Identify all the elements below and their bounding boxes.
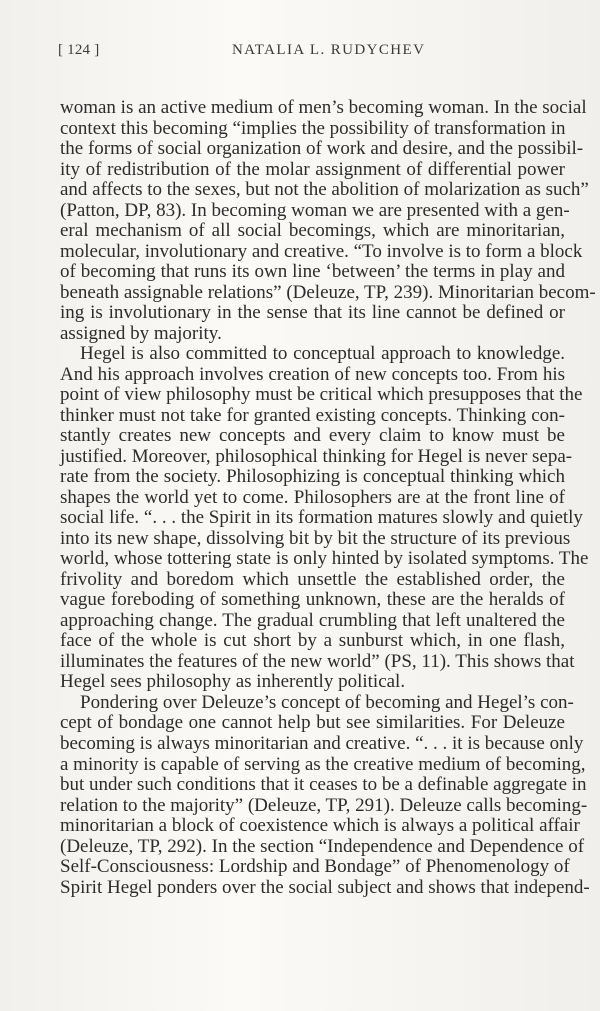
text-line: thinker must not take for granted existing concepts. Thinking con- bbox=[60, 404, 565, 426]
text-line: and affects to the sexes, but not the abolition of molarization as such” bbox=[60, 179, 589, 201]
text-line: cept of bondage one cannot help but see similarities. For Deleuze bbox=[60, 712, 565, 734]
text-line: And his approach involves creation of new concepts too. From his bbox=[60, 363, 565, 385]
page-header bbox=[0, 42, 600, 66]
text-line: vague foreboding of something unknown, these are the heralds of bbox=[60, 589, 565, 611]
text-line: context this becoming “implies the possibility of transformation in bbox=[60, 117, 566, 139]
text-line: eral mechanism of all social becomings, which are minoritarian, bbox=[60, 220, 565, 242]
text-line: becoming is always minoritarian and creative. “. . . it is because only bbox=[60, 732, 584, 754]
text-line: the forms of social organization of work and desire, and the possibil- bbox=[60, 138, 584, 160]
text-line: rate from the society. Philosophizing is conceptual thinking which bbox=[60, 466, 565, 488]
text-line: molecular, involutionary and creative. “To involve is to form a block bbox=[60, 240, 583, 262]
text-line: beneath assignable relations” (Deleuze, TP, 239). Minoritarian becom- bbox=[60, 281, 596, 303]
text-line: Spirit Hegel ponders over the social subject and shows that independ- bbox=[60, 876, 590, 898]
text-line: relation to the majority” (Deleuze, TP, 291). Deleuze calls becoming- bbox=[60, 794, 588, 816]
text-line: (Deleuze, TP, 292). In the section “Independence and Dependence of bbox=[60, 835, 585, 857]
running-head-author: NATALIA L. RUDYCHEV bbox=[232, 42, 426, 58]
text-line: woman is an active medium of men’s becoming woman. In the social bbox=[60, 97, 587, 118]
text-line: but under such conditions that it ceases to be a definable aggregate in bbox=[60, 774, 587, 796]
text-line: a minority is capable of serving as the creative medium of becoming, bbox=[60, 753, 586, 775]
text-line: stantly creates new concepts and every claim to know must be bbox=[60, 425, 565, 447]
text-line: Pondering over Deleuze’s concept of becoming and Hegel’s con- bbox=[80, 691, 574, 713]
text-line: of becoming that runs its own line ‘between’ the terms in play and bbox=[60, 261, 565, 283]
text-line: shapes the world yet to come. Philosophers are at the front line of bbox=[60, 486, 565, 508]
text-line: point of view philosophy must be critical which presupposes that the bbox=[60, 384, 583, 406]
text-line: (Patton, DP, 83). In becoming woman we are presented with a gen- bbox=[60, 199, 570, 221]
text-line: approaching change. The gradual crumbling that left unaltered the bbox=[60, 609, 565, 631]
text-line: Self-Consciousness: Lordship and Bondage” of Phenomenology of bbox=[60, 856, 570, 878]
text-line: Hegel sees philosophy as inherently political. bbox=[60, 671, 406, 693]
text-line: minoritarian a block of coexistence which is always a political affair bbox=[60, 815, 580, 837]
text-line: justified. Moreover, philosophical thinking for Hegel is never sepa- bbox=[60, 445, 573, 467]
body-text bbox=[60, 97, 596, 898]
page-number: [ 124 ] bbox=[58, 42, 100, 58]
text-line: face of the whole is cut short by a sunburst which, in one flash, bbox=[60, 630, 565, 652]
text-line: social life. “. . . the Spirit in its formation matures slowly and quietly bbox=[60, 507, 583, 529]
text-line: world, whose tottering state is only hinted by isolated symptoms. The bbox=[60, 548, 589, 570]
text-line: frivolity and boredom which unsettle the established order, the bbox=[60, 568, 565, 590]
text-line: Hegel is also committed to conceptual approach to knowledge. bbox=[80, 343, 565, 365]
text-line: ing is involutionary in the sense that its line cannot be defined or bbox=[60, 302, 565, 324]
text-line: ity of redistribution of the molar assignment of differential power bbox=[60, 158, 565, 180]
text-line: into its new shape, dissolving bit by bit the structure of its previous bbox=[60, 527, 571, 549]
text-line: assigned by majority. bbox=[60, 322, 222, 344]
text-line: illuminates the features of the new world” (PS, 11). This shows that bbox=[60, 650, 575, 672]
